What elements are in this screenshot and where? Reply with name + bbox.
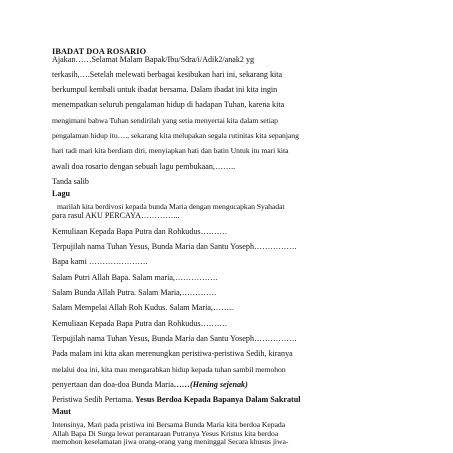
paragraph-line: berkumpul kembali untuk ibadat bersama. Dalam ibadat ini kita ingin [52,85,278,95]
paragraph-line: Allah Bapa Di Surga lewat perantaraan Putranya Yesus Kristus kita berdoa [52,428,279,438]
prayer-line: Kemuliaan Kepada Bapa Putra dan Rohkudus………. [52,227,227,237]
mystery-title: Yesus Berdoa Kepada Bapanya Dalam Sakratul [135,395,301,405]
paragraph-line: Pada malam ini kita akan merenungkan peristiwa-peristiwa Sedih, kiranya [52,349,293,359]
line-text: penyertaan dan doa-doa Bunda Maria [52,380,174,390]
prayer-line: Terpujilah nama Tuhan Yesus, Bunda Maria dan Santu Yoseph……………. [52,334,297,344]
paragraph-line [52,380,248,390]
line-text: Peristiwa Sedih Pertama. [52,395,136,405]
mystery-title-cont: Maut [52,406,71,416]
paragraph-line: mengimani bahwa Tuhan sendirilah yang setia menyertai kita dalam setiap [52,116,278,126]
paragraph-line: Ajakan……Selamat Malam Bapak/Ibu/Sdra/i/Adik2/anak2 yg [52,55,255,65]
prayer-line: Salam Putri Allah Bapa. Salam maria,……………. [52,273,218,283]
prayer-line: Kemuliaan Kepada Bapa Putra dan Rohkudus………. [52,319,227,329]
prayer-line: Salam Mempelai Allah Roh Kudus. Salam Maria,…….. [52,303,234,313]
paragraph-line: para rasul AKU PERCAYA…………... [52,210,180,220]
prayer-line: Bapa kami …………………. [52,257,148,267]
paragraph-line: marilah kita berdivosi kepada bunda Maria dengan mengucapkan Syahadat [57,202,285,212]
paragraph-line: Intensinya, Mari pada pristiwa ini Bersama Bunda Maria kita berdoa Kepada [52,420,286,430]
paragraph-line: menempatkan seluruh pengalaman hidup di hadapan Tuhan, karena kita [52,100,285,110]
hening-note: ……(Hening sejenak) [173,380,248,390]
paragraph-line: awali doa rosario dengan sebuah lagu pembukaan,…….. [52,162,236,172]
paragraph-line: hari tadi mari kita berdiam diri, menyiapkan hati dan batin Untuk itu mari kita [52,146,289,156]
paragraph-line [52,395,300,405]
lagu-heading: Lagu [52,189,70,198]
paragraph-line: terkasih,….Setelah melewati berbagai kesibukan hari ini, sekarang kita [52,69,283,79]
document-title: IBADAT DOA ROSARIO [52,47,147,56]
paragraph-line: pengalaman hidup itu…., sekarang kita melupakan segala rutinitas kita sepanjang [52,131,299,141]
paragraph-line: memohon keselamatan jiwa orang-orang yang meninggal Secara khusus jiwa- [52,437,289,446]
prayer-line: Terpujilah nama Tuhan Yesus, Bunda Maria dan Santu Yoseph……………. [52,242,297,252]
tanda-salib-label: Tanda salib [52,177,89,187]
paragraph-line: melalui doa ini, kita mau mengarahkan hidup kepada tuhan sambil memohon [52,365,286,375]
prayer-line: Salam Bunda Allah Putra. Salam Maria,…………. [52,288,217,298]
